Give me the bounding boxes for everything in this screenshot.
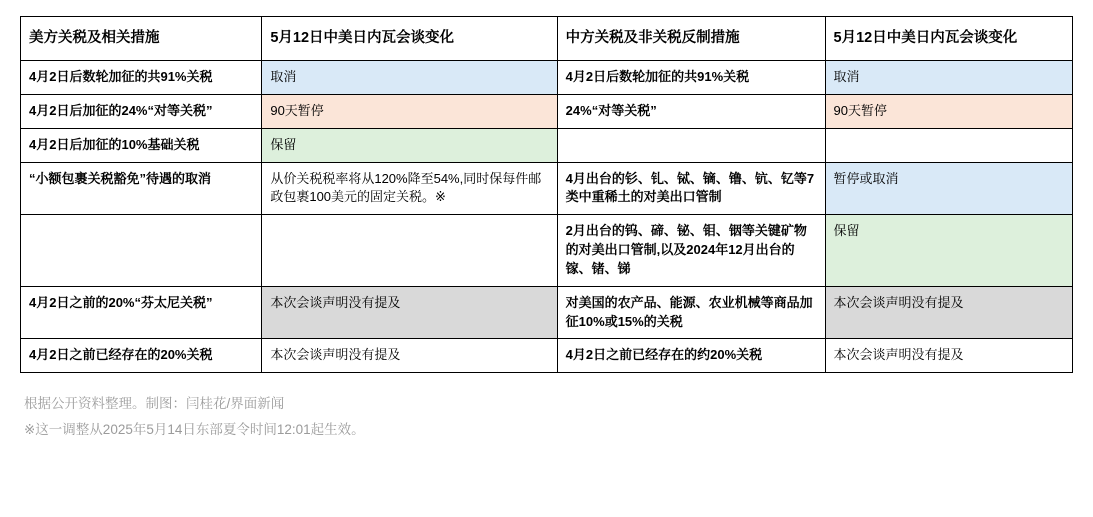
cell-china-change: 保留 [825, 215, 1073, 287]
cell-china-change: 90天暂停 [825, 94, 1073, 128]
table-row [21, 286, 1073, 339]
cell-us-measure [21, 215, 262, 287]
cell-us-measure: 4月2日之前的20%“芬太尼关税” [21, 286, 262, 339]
cell-china-measure: 2月出台的钨、碲、铋、钼、铟等关键矿物的对美出口管制,以及2024年12月出台的镓、锗、锑 [557, 215, 825, 287]
cell-us-measure: 4月2日后数轮加征的共91%关税 [21, 61, 262, 95]
cell-china-change [825, 128, 1073, 162]
table-row [21, 94, 1073, 128]
cell-us-change: 保留 [262, 128, 557, 162]
cell-china-change: 取消 [825, 61, 1073, 95]
cell-us-measure: “小额包裹关税豁免”待遇的取消 [21, 162, 262, 215]
table-row [21, 339, 1073, 373]
cell-us-measure: 4月2日后加征的24%“对等关税” [21, 94, 262, 128]
cell-china-change: 暂停或取消 [825, 162, 1073, 215]
cell-us-change: 本次会谈声明没有提及 [262, 286, 557, 339]
table-row [21, 162, 1073, 215]
column-header-us-measures: 美方关税及相关措施 [21, 17, 262, 61]
tariff-comparison-table [20, 16, 1073, 373]
column-header-china-geneva-change: 5月12日中美日内瓦会谈变化 [825, 17, 1073, 61]
cell-us-measure: 4月2日后加征的10%基础关税 [21, 128, 262, 162]
cell-china-measure: 4月2日后数轮加征的共91%关税 [557, 61, 825, 95]
cell-us-change: 本次会谈声明没有提及 [262, 339, 557, 373]
cell-us-change [262, 215, 557, 287]
cell-china-change: 本次会谈声明没有提及 [825, 286, 1073, 339]
column-header-china-measures: 中方关税及非关税反制措施 [557, 17, 825, 61]
cell-china-measure: 4月2日之前已经存在的约20%关税 [557, 339, 825, 373]
source-credit: 根据公开资料整理。制图：闫桂花/界面新闻 [24, 396, 285, 412]
cell-us-change: 取消 [262, 61, 557, 95]
cell-us-change: 从价关税税率将从120%降至54%,同时保每件邮政包裹100美元的固定关税。※ [262, 162, 557, 215]
cell-china-measure: 对美国的农产品、能源、农业机械等商品加征10%或15%的关税 [557, 286, 825, 339]
cell-us-measure: 4月2日之前已经存在的20%关税 [21, 339, 262, 373]
column-header-us-geneva-change: 5月12日中美日内瓦会谈变化 [262, 17, 557, 61]
cell-us-change: 90天暂停 [262, 94, 557, 128]
cell-china-change: 本次会谈声明没有提及 [825, 339, 1073, 373]
footnotes [20, 391, 1073, 442]
effective-date-note: ※这一调整从2025年5月14日东部夏令时间12:01起生效。 [24, 421, 365, 437]
table-row [21, 215, 1073, 287]
cell-china-measure: 4月出台的钐、钆、铽、镝、镥、钪、钇等7类中重稀土的对美出口管制 [557, 162, 825, 215]
cell-china-measure [557, 128, 825, 162]
cell-china-measure: 24%“对等关税” [557, 94, 825, 128]
table-row [21, 61, 1073, 95]
table-row [21, 128, 1073, 162]
table-header-row [21, 17, 1073, 61]
